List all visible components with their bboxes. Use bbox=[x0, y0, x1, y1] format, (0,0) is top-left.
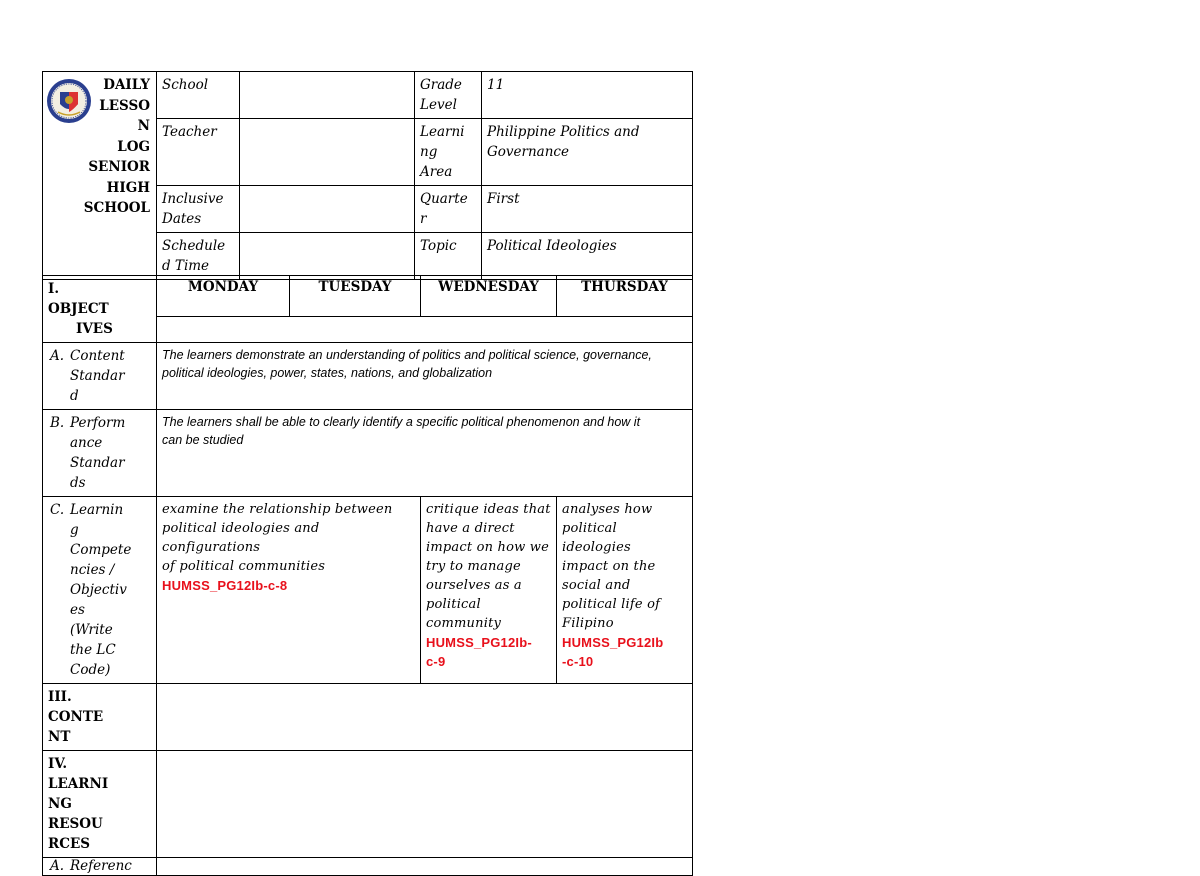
lc-code: c-9 bbox=[426, 654, 446, 669]
label-line: g bbox=[70, 522, 79, 538]
area-label-line: Learni bbox=[420, 124, 465, 140]
objective-line: impact on how we bbox=[426, 540, 550, 555]
quarter-label-line: r bbox=[420, 211, 427, 227]
quarter-label bbox=[415, 186, 482, 233]
section-learning-resources bbox=[43, 751, 157, 858]
section-number: IV. bbox=[48, 756, 68, 772]
section-label-line: NT bbox=[48, 729, 71, 745]
objective-line: ourselves as a bbox=[426, 578, 522, 593]
header-table bbox=[42, 71, 693, 280]
section-number: C. bbox=[50, 502, 65, 518]
lc-code: HUMSS_PG12Ib-c-8 bbox=[162, 578, 288, 593]
learning-resources-field[interactable] bbox=[157, 751, 693, 858]
area-value-line: Governance bbox=[487, 144, 569, 160]
competency-thursday bbox=[557, 497, 693, 684]
references-label bbox=[43, 858, 157, 876]
section-number: B. bbox=[50, 415, 65, 431]
area-label-line: Area bbox=[420, 164, 453, 180]
label-line: Standar bbox=[70, 455, 125, 471]
learning-area-label bbox=[415, 119, 482, 186]
label-line: ds bbox=[70, 475, 86, 491]
label-line: Learnin bbox=[70, 502, 124, 518]
label-line: es bbox=[70, 602, 85, 618]
objective-line: have a direct bbox=[426, 521, 515, 536]
time-label-line: d Time bbox=[162, 258, 210, 274]
deped-seal-logo bbox=[46, 78, 92, 124]
section-number: A. bbox=[50, 348, 65, 364]
label-line: d bbox=[70, 388, 79, 404]
inclusive-dates-field[interactable] bbox=[240, 186, 415, 233]
objective-line: ideologies bbox=[562, 540, 631, 555]
day-header-monday: MONDAY bbox=[157, 276, 290, 317]
dates-label-line: Inclusive bbox=[162, 191, 224, 207]
section-objectives bbox=[43, 276, 157, 343]
label-line: Content bbox=[70, 348, 125, 364]
objective-line: political ideologies and configurations bbox=[162, 521, 320, 555]
label-line: ncies / bbox=[70, 562, 115, 578]
scheduled-time-label bbox=[157, 233, 240, 280]
text-line: The learners demonstrate an understanding of politics and political science, governance, bbox=[162, 348, 652, 362]
scheduled-time-field[interactable] bbox=[240, 233, 415, 280]
label-line: (Write bbox=[70, 622, 113, 638]
area-value-line: Philippine Politics and bbox=[487, 124, 640, 140]
day-header-thursday: THURSDAY bbox=[557, 276, 693, 317]
dll-title-line: HIGH bbox=[106, 179, 150, 196]
section-number: I. bbox=[48, 281, 60, 297]
competencies-label bbox=[43, 497, 157, 684]
grade-level-label bbox=[415, 72, 482, 119]
grade-level-field[interactable]: 11 bbox=[482, 72, 693, 119]
competency-wednesday bbox=[421, 497, 557, 684]
content-standard-text bbox=[157, 343, 693, 410]
section-number: III. bbox=[48, 689, 72, 705]
day-header-wednesday: WEDNESDAY bbox=[421, 276, 557, 317]
grade-label-line: Level bbox=[420, 97, 457, 113]
time-label-line: Schedule bbox=[162, 238, 226, 254]
label-line: Standar bbox=[70, 368, 125, 384]
text-line: political ideologies, power, states, nations, and globalization bbox=[162, 366, 493, 380]
grade-label-line: Grade bbox=[420, 77, 462, 93]
section-label-line: CONTE bbox=[48, 709, 104, 725]
objective-line: political life of bbox=[562, 597, 661, 612]
objective-line: analyses how bbox=[562, 502, 653, 517]
text-line: can be studied bbox=[162, 433, 244, 447]
label-line: the LC bbox=[70, 642, 116, 658]
quarter-label-line: Quarte bbox=[420, 191, 468, 207]
area-label-line: ng bbox=[420, 144, 438, 160]
objective-line: community bbox=[426, 616, 502, 631]
label-line: Compete bbox=[70, 542, 132, 558]
label-line: Perform bbox=[70, 415, 126, 431]
performance-standard-label bbox=[43, 410, 157, 497]
objective-line: examine the relationship between bbox=[162, 502, 393, 517]
topic-label: Topic bbox=[415, 233, 482, 280]
section-number: A. bbox=[50, 858, 65, 874]
school-field[interactable] bbox=[240, 72, 415, 119]
label-line: ance bbox=[70, 435, 103, 451]
objective-line: political bbox=[562, 521, 617, 536]
dll-title-line: N bbox=[137, 118, 150, 134]
section-label-line: RCES bbox=[48, 836, 91, 852]
section-label-line: LEARNI bbox=[48, 776, 109, 792]
text-line: The learners shall be able to clearly identify a specific political phenomenon and how it bbox=[162, 415, 641, 429]
dll-title-line: LOG bbox=[117, 138, 150, 155]
objective-line: political bbox=[426, 597, 481, 612]
school-label: School bbox=[157, 72, 240, 119]
section-label-line: NG bbox=[48, 796, 72, 812]
competency-monday bbox=[157, 497, 421, 684]
objective-line: Filipino bbox=[562, 616, 614, 631]
topic-field[interactable]: Political Ideologies bbox=[482, 233, 693, 280]
lc-code: HUMSS_PG12Ib bbox=[562, 635, 664, 650]
day-header-tuesday: TUESDAY bbox=[290, 276, 421, 317]
label-line: Objectiv bbox=[70, 582, 127, 598]
section-label-line: IVES bbox=[76, 321, 113, 337]
lc-code: HUMSS_PG12Ib- bbox=[426, 635, 532, 650]
dates-label-line: Dates bbox=[162, 211, 202, 227]
section-content bbox=[43, 684, 157, 751]
inclusive-dates-label bbox=[157, 186, 240, 233]
content-field[interactable] bbox=[157, 684, 693, 751]
content-standard-label bbox=[43, 343, 157, 410]
objective-line: impact on the bbox=[562, 559, 656, 574]
teacher-field[interactable] bbox=[240, 119, 415, 186]
objective-line: critique ideas that bbox=[426, 502, 551, 517]
section-label-line: RESOU bbox=[48, 816, 103, 832]
lesson-plan-table bbox=[42, 275, 693, 876]
quarter-field[interactable]: First bbox=[482, 186, 693, 233]
objectives-blank-row bbox=[157, 316, 693, 342]
label-line: Referenc bbox=[70, 858, 132, 874]
section-label-line: OBJECT bbox=[48, 301, 109, 317]
dll-title-line: LESSO bbox=[99, 97, 150, 114]
teacher-label: Teacher bbox=[157, 119, 240, 186]
dll-title-cell bbox=[43, 72, 157, 280]
learning-area-field[interactable] bbox=[482, 119, 693, 186]
label-line: Code) bbox=[70, 662, 111, 678]
dll-title-line: SENIOR bbox=[88, 159, 150, 175]
dll-title-line: DAILY bbox=[103, 77, 150, 93]
objective-line: try to manage bbox=[426, 559, 521, 574]
objective-line: of political communities bbox=[162, 559, 326, 574]
dll-title-line: SCHOOL bbox=[83, 200, 150, 216]
performance-standard-text bbox=[157, 410, 693, 497]
references-field[interactable] bbox=[157, 858, 693, 876]
objective-line: social and bbox=[562, 578, 631, 593]
lc-code: -c-10 bbox=[562, 654, 594, 669]
